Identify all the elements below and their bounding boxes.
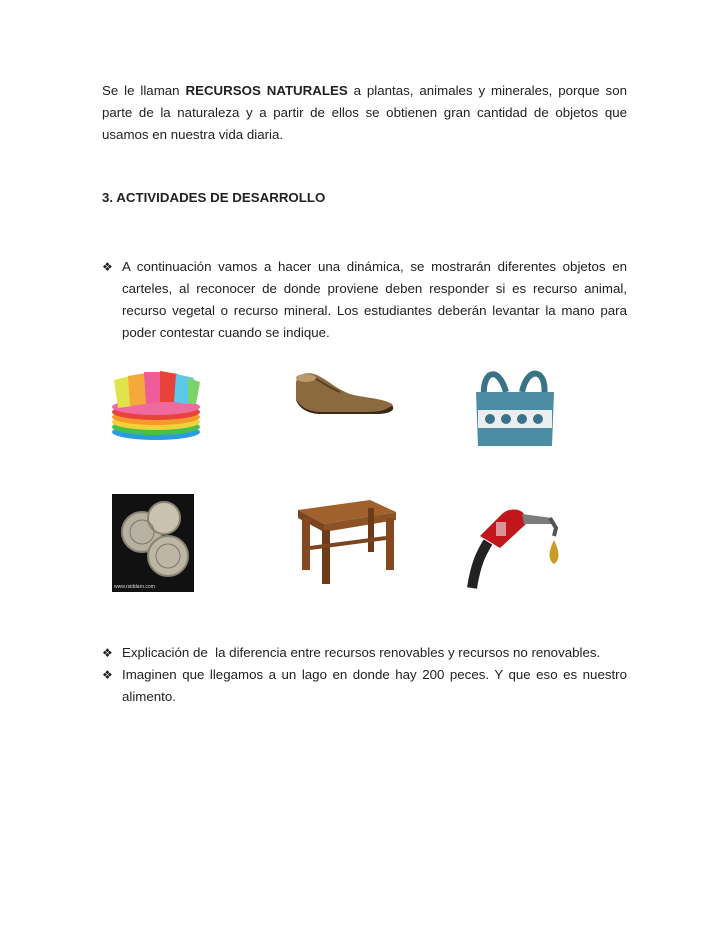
discussion-bullet-list xyxy=(102,642,627,708)
coins-caption: www.rsiddaro.com xyxy=(114,584,155,590)
section-heading: 3. ACTIVIDADES DE DESARROLLO xyxy=(102,190,326,205)
leather-shoe-icon xyxy=(292,370,396,420)
intro-prefix: Se le llaman xyxy=(102,83,186,98)
bullet-text: Imaginen que llegamos a un lago en donde hay 200 peces. Y que eso es nuestro alimento. xyxy=(122,667,627,704)
bullet-text: A continuación vamos a hacer una dinámica, se mostrarán diferentes objetos en carteles, al reconocer de donde proviene deben responder si es recurso animal, recurso vegetal o recurso mineral. Los estudiantes deberán levantar la mano para poder contestar cuando se indique. xyxy=(122,259,627,340)
intro-paragraph xyxy=(102,80,627,146)
wooden-stool-icon xyxy=(292,496,400,586)
bullet-text: Explicación de la diferencia entre recursos renovables y recursos no renovables. xyxy=(122,645,601,660)
wool-bag-icon xyxy=(470,362,560,448)
fuel-nozzle-icon xyxy=(466,492,572,594)
intro-bold-term: RECURSOS NATURALES xyxy=(185,83,348,98)
silver-coins-icon xyxy=(112,494,194,592)
bullet-diamond-icon: ❖ xyxy=(102,646,113,660)
intro-suffix: a plantas, animales y minerales, porque son parte de la naturaleza y a partir de ellos se obtienen gran cantidad de objetos que usamos en nuestra vida diaria. xyxy=(102,83,627,142)
list-item xyxy=(102,642,627,664)
list-item xyxy=(102,256,627,344)
list-item xyxy=(102,664,627,708)
bullet-diamond-icon: ❖ xyxy=(102,260,113,274)
plastic-cups-and-plates-icon xyxy=(108,366,204,444)
activity-bullet-list xyxy=(102,256,627,344)
coins-photo xyxy=(112,494,194,592)
bullet-diamond-icon: ❖ xyxy=(102,668,113,682)
